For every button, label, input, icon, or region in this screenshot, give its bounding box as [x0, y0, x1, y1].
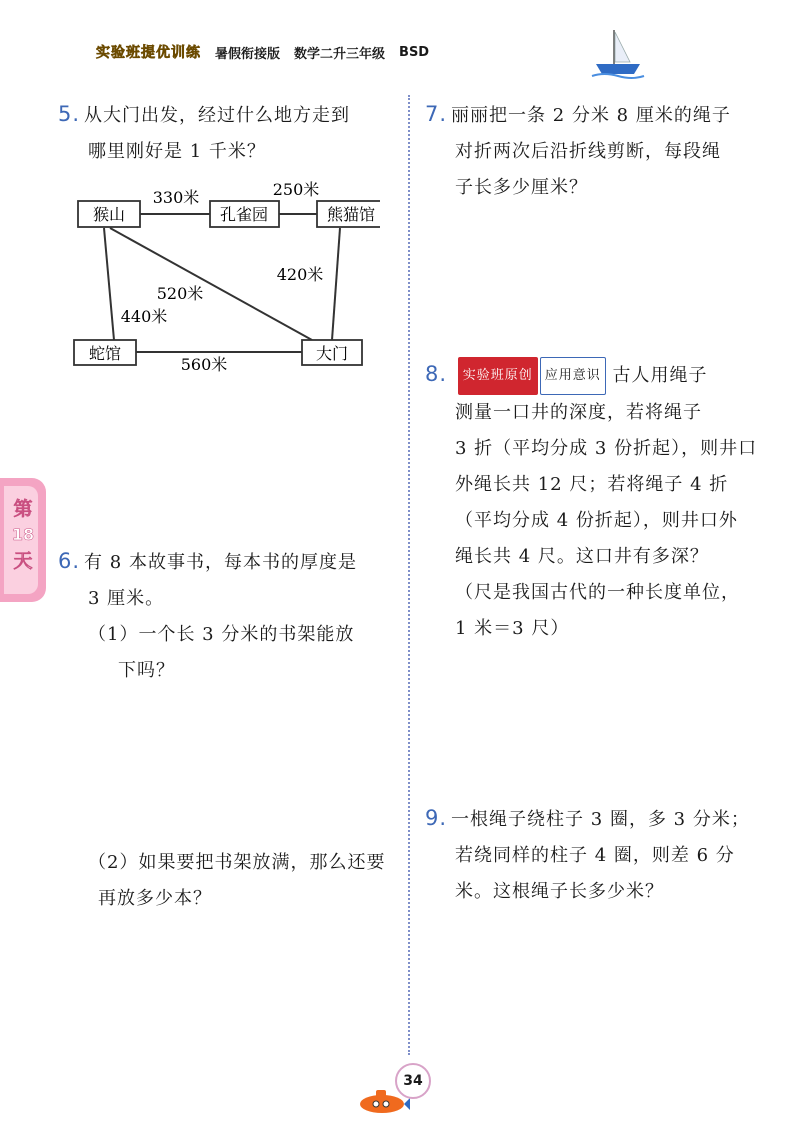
- route-map-diagram: [70, 176, 380, 376]
- question-text: 子长多少厘米？: [455, 177, 588, 198]
- subject-label: 数学二升三年级: [294, 46, 386, 62]
- day-tab-suffix: 天: [13, 550, 33, 572]
- question-text: 若绕同样的柱子 4 圈，则差 6 分: [455, 845, 735, 866]
- question-text: （平均分成 4 份折起），则井口外: [455, 510, 738, 531]
- day-tab: [0, 478, 46, 602]
- question-text: 绳长共 4 尺。这口井有多深？: [455, 546, 709, 567]
- question-tags: [458, 357, 606, 395]
- question-text: 哪里刚好是 1 千米？: [88, 141, 266, 162]
- question-text: （尺是我国古代的一种长度单位，: [455, 582, 740, 603]
- question-number: 8.: [425, 362, 448, 386]
- distance-label: 560米: [180, 355, 228, 374]
- original-tag: 实验班原创: [458, 357, 538, 395]
- sailboat-icon: [590, 20, 646, 80]
- question-text: 古人用绳子: [612, 365, 708, 386]
- distance-label: 520米: [156, 284, 204, 303]
- version-code: BSD: [399, 44, 430, 60]
- place-label: 猴山: [92, 205, 126, 224]
- question-text: 丽丽把一条 2 分米 8 厘米的绳子: [451, 105, 731, 126]
- question-6-part-2: [58, 845, 403, 917]
- question-text: 对折两次后沿折线剪断，每段绳: [455, 141, 721, 162]
- question-text: 1 米＝3 尺）: [455, 618, 570, 639]
- page-number: 34: [395, 1063, 431, 1099]
- question-text: 测量一口井的深度，若将绳子: [455, 402, 702, 423]
- question-6: [58, 543, 403, 689]
- question-text: 有 8 本故事书，每本书的厚度是: [84, 552, 357, 573]
- question-5: [58, 96, 403, 170]
- question-number: 6.: [58, 549, 81, 573]
- place-label: 大门: [315, 344, 349, 363]
- question-text: 一根绳子绕柱子 3 圈，多 3 分米；: [451, 809, 750, 830]
- place-label: 蛇馆: [88, 344, 122, 363]
- question-9: [425, 800, 780, 910]
- question-text: 3 厘米。: [88, 588, 165, 609]
- distance-label: 250米: [272, 180, 320, 199]
- question-text: 外绳长共 12 尺；若将绳子 4 折: [455, 474, 729, 495]
- question-number: 5.: [58, 102, 81, 126]
- question-number: 7.: [425, 102, 448, 126]
- question-text: 3 折（平均分成 3 份折起），则井口: [455, 438, 758, 459]
- page-header: [96, 40, 429, 64]
- day-tab-prefix: 第: [13, 498, 33, 520]
- skill-tag: 应用意识: [540, 357, 606, 395]
- day-tab-number: 18: [11, 525, 35, 544]
- sub-question-2: （2）如果要把书架放满，那么还要: [88, 852, 386, 873]
- series-brand: 实验班提优训练: [96, 45, 201, 61]
- distance-label: 420米: [276, 265, 324, 284]
- question-text: 米。这根绳子长多少米？: [455, 881, 664, 902]
- place-label: 孔雀园: [219, 205, 269, 224]
- sub-question-1: （1）一个长 3 分米的书架能放: [88, 624, 355, 645]
- place-label: 熊猫馆: [326, 205, 376, 224]
- distance-label: 330米: [152, 188, 200, 207]
- question-7: [425, 96, 775, 206]
- edition-label: 暑假衔接版: [215, 46, 281, 62]
- sub-question-2-cont: 再放多少本？: [98, 888, 212, 909]
- question-number: 9.: [425, 806, 448, 830]
- distance-label: 440米: [120, 307, 168, 326]
- question-text: 从大门出发，经过什么地方走到: [84, 105, 351, 126]
- column-divider: [408, 95, 410, 1055]
- question-8: [425, 356, 780, 647]
- sub-question-1-cont: 下吗？: [118, 660, 175, 681]
